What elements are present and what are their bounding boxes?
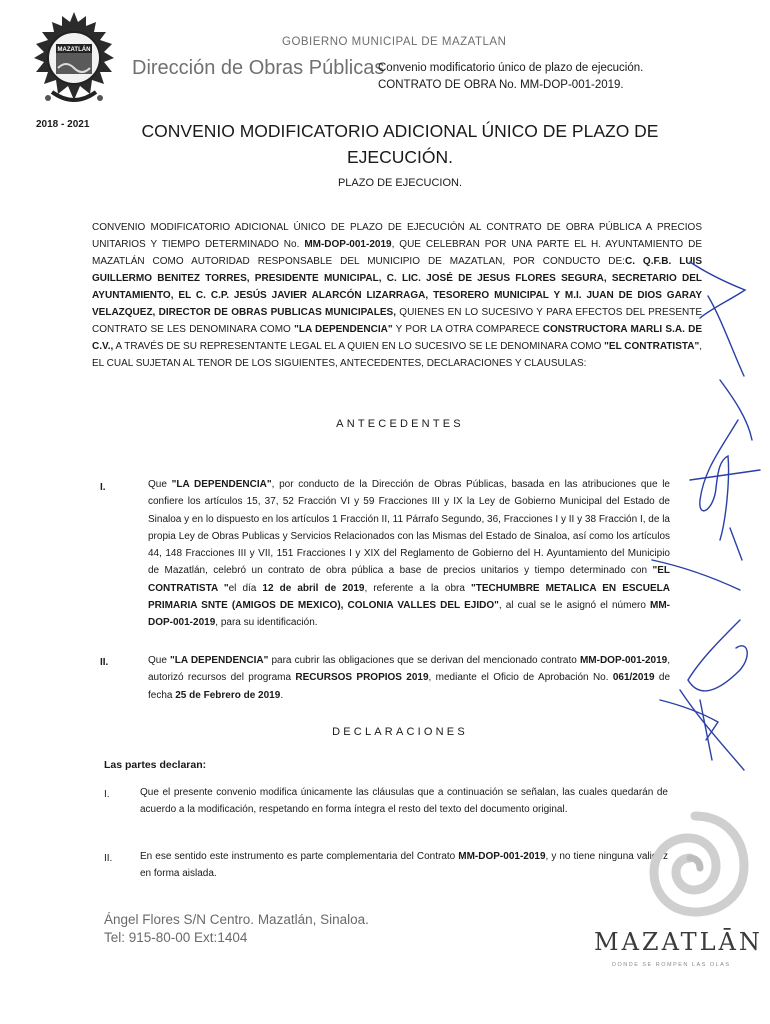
government-name: GOBIERNO MUNICIPAL DE MAZATLAN bbox=[282, 36, 507, 48]
text-run: , por conducto de la Dirección de Obras Públicas, basada en las atribuciones que le confiere los artículos 15, 37, 52 Fracción VI y 59 Fracciones III y IX la Ley de Gobierno Municipal del Estado de Sinaloa y en lo dispuesto en los artículos 1 Fracción II, 11 Párrafo Segundo, 36, Fracciones I y II y 38 Fracción I, de la propia Ley de Obras Publicas y Servicios Relacionados con las Mismas del Estado de Sinaloa, así como los artículos 44, 148 Fracciones III y VII, 151 Fracciones I y XIX del Reglamento de Gobierno del H. Ayuntamiento del Municipio de Mazatlán, celebró un contrato de obra pública a base de precios unitarios y tiempo determinado con bbox=[148, 479, 670, 577]
footer-address: Ángel Flores S/N Centro. Mazatlán, Sinaloa. bbox=[104, 912, 369, 927]
text-run: , EL CUAL SUJETAN AL TENOR DE LOS SIGUIENTES, ANTECEDENTES, DECLARACIONES Y CLAUSULAS: bbox=[92, 341, 702, 369]
mazatlan-brand-logo: MAZATLĀN bbox=[594, 928, 763, 956]
antecedente-paragraph bbox=[148, 652, 670, 704]
declaracion-paragraph bbox=[140, 848, 668, 883]
declaracion-number: I. bbox=[104, 789, 110, 800]
text-run: CONVENIO MODIFICATORIO ADICIONAL ÚNICO DE PLAZO DE EJECUCIÓN AL CONTRATO DE OBRA PÚBLICA A PRECIOS UNITARIOS Y TIEMPO DETERMINADO No. bbox=[92, 222, 702, 250]
text-run: , para su identificación. bbox=[215, 617, 318, 629]
text-run: , mediante el Oficio de Aprobación No. bbox=[428, 672, 613, 684]
municipal-seal-logo bbox=[28, 8, 120, 112]
bold-text-run: RECURSOS PROPIOS 2019 bbox=[295, 672, 429, 684]
bold-text-run: C. Q.F.B. LUIS GUILLERMO BENITEZ TORRES, PRESIDENTE MUNICIPAL, C. LIC. JOSÉ DE JESUS FLORES SEGURA, SECRETARIO DEL AYUNTAMIENTO, EL C. C.P. JESÚS JAVIER ALARCÓN LIZARRAGA, TESORERO MUNICIPAL Y M.I. JUAN DE DIOS GARAY VELAZQUEZ, DIRECTOR DE OBRAS PUBLICAS MUNICIPALES, bbox=[92, 256, 702, 318]
header-contract-number: CONTRATO DE OBRA No. MM-DOP-001-2019. bbox=[378, 79, 624, 91]
declaraciones-intro: Las partes declaran: bbox=[104, 759, 207, 771]
document-subtitle: PLAZO DE EJECUCION. bbox=[337, 177, 463, 189]
footer-phone: Tel: 915-80-00 Ext:1404 bbox=[104, 930, 248, 945]
mazatlan-wave-logo-icon bbox=[640, 808, 750, 918]
department-name: Dirección de Obras Públicas bbox=[132, 57, 385, 79]
bold-text-run: 25 de Febrero de 2019 bbox=[175, 689, 281, 701]
bold-text-run: MM-DOP-001-2019 bbox=[304, 239, 392, 250]
bold-text-run: "EL CONTRATISTA " bbox=[148, 565, 670, 594]
declaracion-number: II. bbox=[104, 853, 113, 864]
text-run: , al cual se le asignó el número bbox=[498, 600, 650, 612]
text-run: . bbox=[280, 689, 284, 701]
declaracion-paragraph bbox=[140, 784, 668, 819]
bold-text-run: "LA DEPENDENCIA" bbox=[171, 479, 272, 490]
text-run: , QUE CELEBRAN POR UNA PARTE EL H. AYUNTAMIENTO DE MAZATLÁN COMO AUTORIDAD RESPONSABLE DEL MUNICIPIO DE MAZATLAN, POR CONDUCTO DE: bbox=[92, 239, 702, 267]
bold-text-run: CONSTRUCTORA MARLI S.A. DE C.V., bbox=[92, 324, 702, 352]
text-run: , y no tiene ninguna validez en forma aislada. bbox=[140, 851, 668, 880]
text-run: el día bbox=[228, 582, 263, 594]
brand-slogan: DONDE SE ROMPEN LAS OLAS bbox=[612, 962, 731, 968]
text-run: de fecha bbox=[148, 672, 671, 701]
antecedentes-heading: ANTECEDENTES bbox=[336, 418, 464, 430]
document-title-line-2: EJECUCIÓN. bbox=[347, 147, 453, 167]
bold-text-run: MM-DOP-001-2019 bbox=[579, 655, 668, 666]
bold-text-run: 061/2019 bbox=[612, 672, 655, 684]
text-run: Que bbox=[148, 655, 171, 666]
text-run: Que el presente convenio modifica únicamente las cláusulas que a continuación se señalan, las cuales quedarán de acuerdo a la modificación, respetando en forma íntegra el resto del texto del documento original. bbox=[140, 787, 668, 816]
bold-text-run: MM-DOP-001-2019 bbox=[458, 851, 546, 862]
declaraciones-heading: DECLARACIONES bbox=[332, 726, 468, 738]
bold-text-run: 12 de abril de 2019 bbox=[262, 582, 365, 594]
text-run: QUIENES EN LO SUCESIVO Y PARA EFECTOS DEL PRESENTE CONTRATO SE LES DENOMINARA COMO bbox=[92, 307, 702, 335]
text-run: En ese sentido este instrumento es parte complementaria del Contrato bbox=[140, 851, 459, 862]
text-run: , autorizó recursos del programa bbox=[148, 655, 670, 684]
text-run: A TRAVÉS DE SU REPRESENTANTE LEGAL EL A QUIEN EN LO SUCESIVO SE LE DENOMINARA COMO bbox=[113, 341, 605, 352]
seal-text: MAZATLÁN bbox=[57, 47, 91, 53]
document-title-line-1: CONVENIO MODIFICATORIO ADICIONAL ÚNICO DE PLAZO DE bbox=[141, 121, 659, 141]
antecedente-paragraph bbox=[148, 476, 670, 632]
administration-period: 2018 - 2021 bbox=[36, 119, 90, 130]
antecedente-number: I. bbox=[100, 482, 106, 493]
bold-text-run: "EL CONTRATISTA" bbox=[604, 341, 700, 352]
text-run: Y POR LA OTRA COMPARECE bbox=[392, 324, 543, 335]
text-run: , referente a la obra bbox=[364, 582, 471, 594]
text-run: para cubrir las obligaciones que se derivan del mencionado contrato bbox=[268, 655, 580, 666]
bold-text-run: "TECHUMBRE METALICA EN ESCUELA PRIMARIA SNTE (AMIGOS DE MEXICO), COLONIA VALLES DEL EJIDO" bbox=[148, 582, 670, 612]
bold-text-run: MM-DOP-001-2019 bbox=[148, 600, 670, 629]
bold-text-run: "LA DEPENDENCIA" bbox=[294, 324, 393, 335]
antecedente-number: II. bbox=[100, 657, 109, 668]
intro-paragraph bbox=[92, 219, 702, 372]
header-document-type: Convenio modificatorio único de plazo de ejecución. bbox=[378, 62, 644, 74]
text-run: Que bbox=[148, 479, 172, 490]
bold-text-run: "LA DEPENDENCIA" bbox=[170, 655, 269, 666]
